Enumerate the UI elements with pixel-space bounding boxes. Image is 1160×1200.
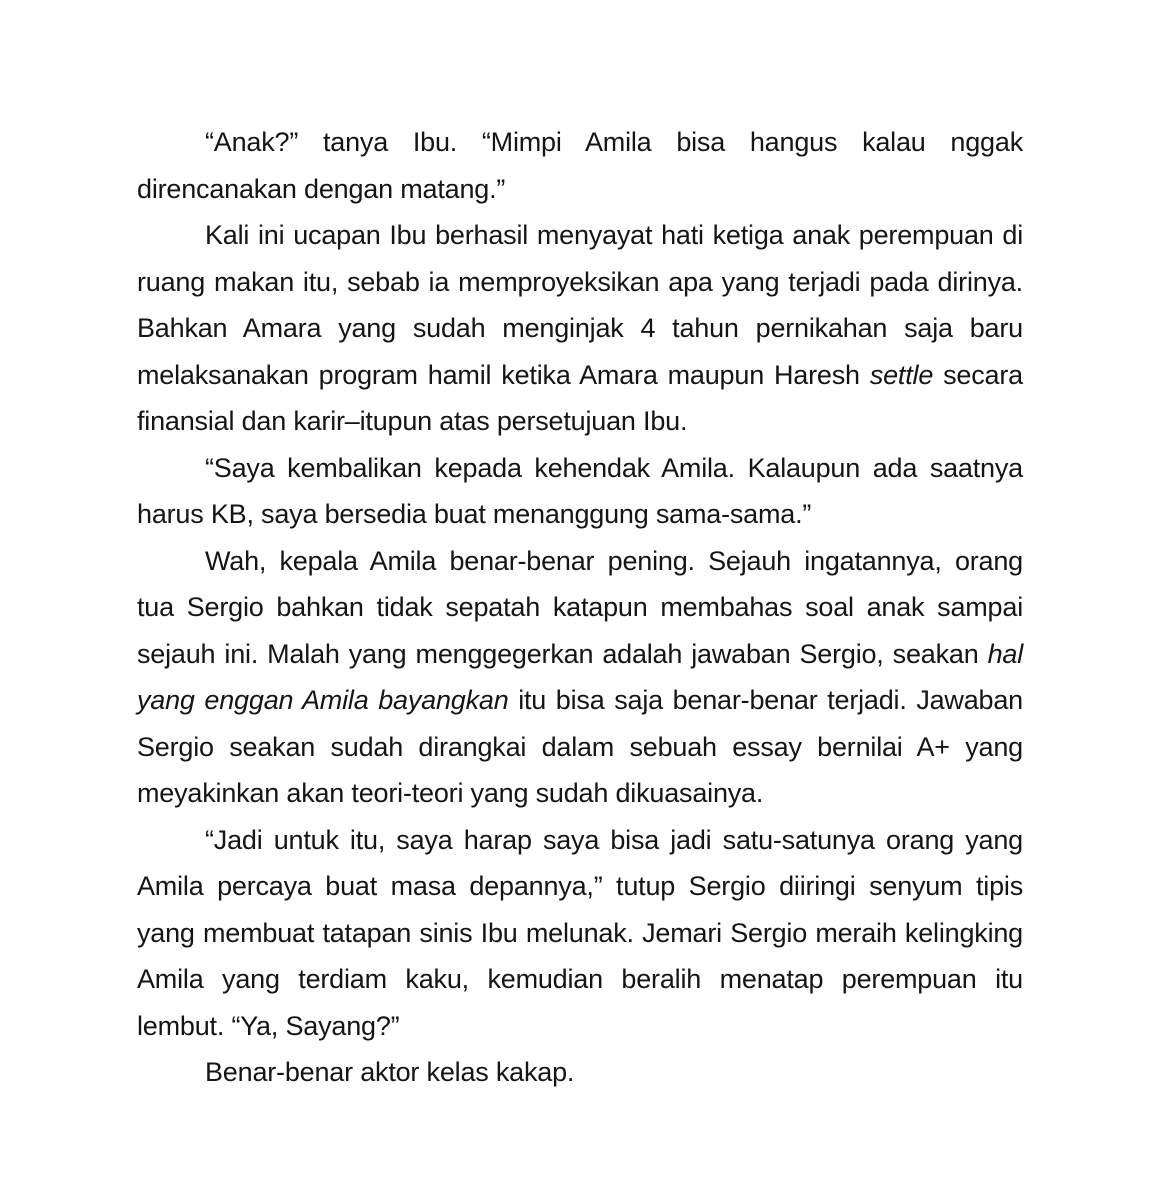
paragraph-6-text: Benar-benar aktor kelas kakap. [205,1057,575,1087]
paragraph-3-text: “Saya kembalikan kepada kehendak Amila. Kalaupun ada saatnya harus KB, saya bersedia buat menanggung sama-sama.” [137,452,1023,529]
paragraph-6 [137,1049,1023,1096]
book-page [137,119,1023,1096]
paragraph-2-italic-settle: settle [869,359,934,390]
paragraph-4-italic-phrase: hal yang enggan Amila bayangkan [137,638,1023,715]
paragraph-2-text-b: secara finansial dan karir–itupun atas persetujuan Ibu. [137,359,1023,436]
paragraph-1-text: “Anak?” tanya Ibu. “Mimpi Amila bisa hangus kalau nggak direncanakan dengan matang.” [137,127,1023,204]
paragraph-3 [137,445,1023,538]
paragraph-5-text: “Jadi untuk itu, saya harap saya bisa jadi satu-satunya orang yang Amila percaya buat masa depannya,” tutup Sergio diiringi senyum tipis yang membuat tatapan sinis Ibu melunak. Jemari Sergio meraih kelingking Amila yang terdiam kaku, kemudian beralih menatap perempuan itu lembut. “Ya, Sayang?” [137,824,1023,1041]
paragraph-2 [137,212,1023,445]
paragraph-4-text-a: Wah, kepala Amila benar-benar pening. Sejauh ingatannya, orang tua Sergio bahkan tidak sepatah katapun membahas soal anak sampai sejauh ini. Malah yang menggegerkan adalah jawaban Sergio, seakan [137,545,1023,669]
paragraph-5 [137,817,1023,1050]
paragraph-2-text-a: Kali ini ucapan Ibu berhasil menyayat hati ketiga anak perempuan di ruang makan itu, sebab ia memproyeksikan apa yang terjadi pada dirinya. Bahkan Amara yang sudah menginjak 4 tahun pernikahan saja baru melaksanakan program hamil ketika Amara maupun Haresh [137,220,1023,390]
paragraph-4 [137,538,1023,817]
paragraph-4-text-b: itu bisa saja benar-benar terjadi. Jawaban Sergio seakan sudah dirangkai dalam sebuah essay bernilai A+ yang meyakinkan akan teori-teori yang sudah dikuasainya. [137,685,1023,808]
paragraph-1 [137,119,1023,212]
